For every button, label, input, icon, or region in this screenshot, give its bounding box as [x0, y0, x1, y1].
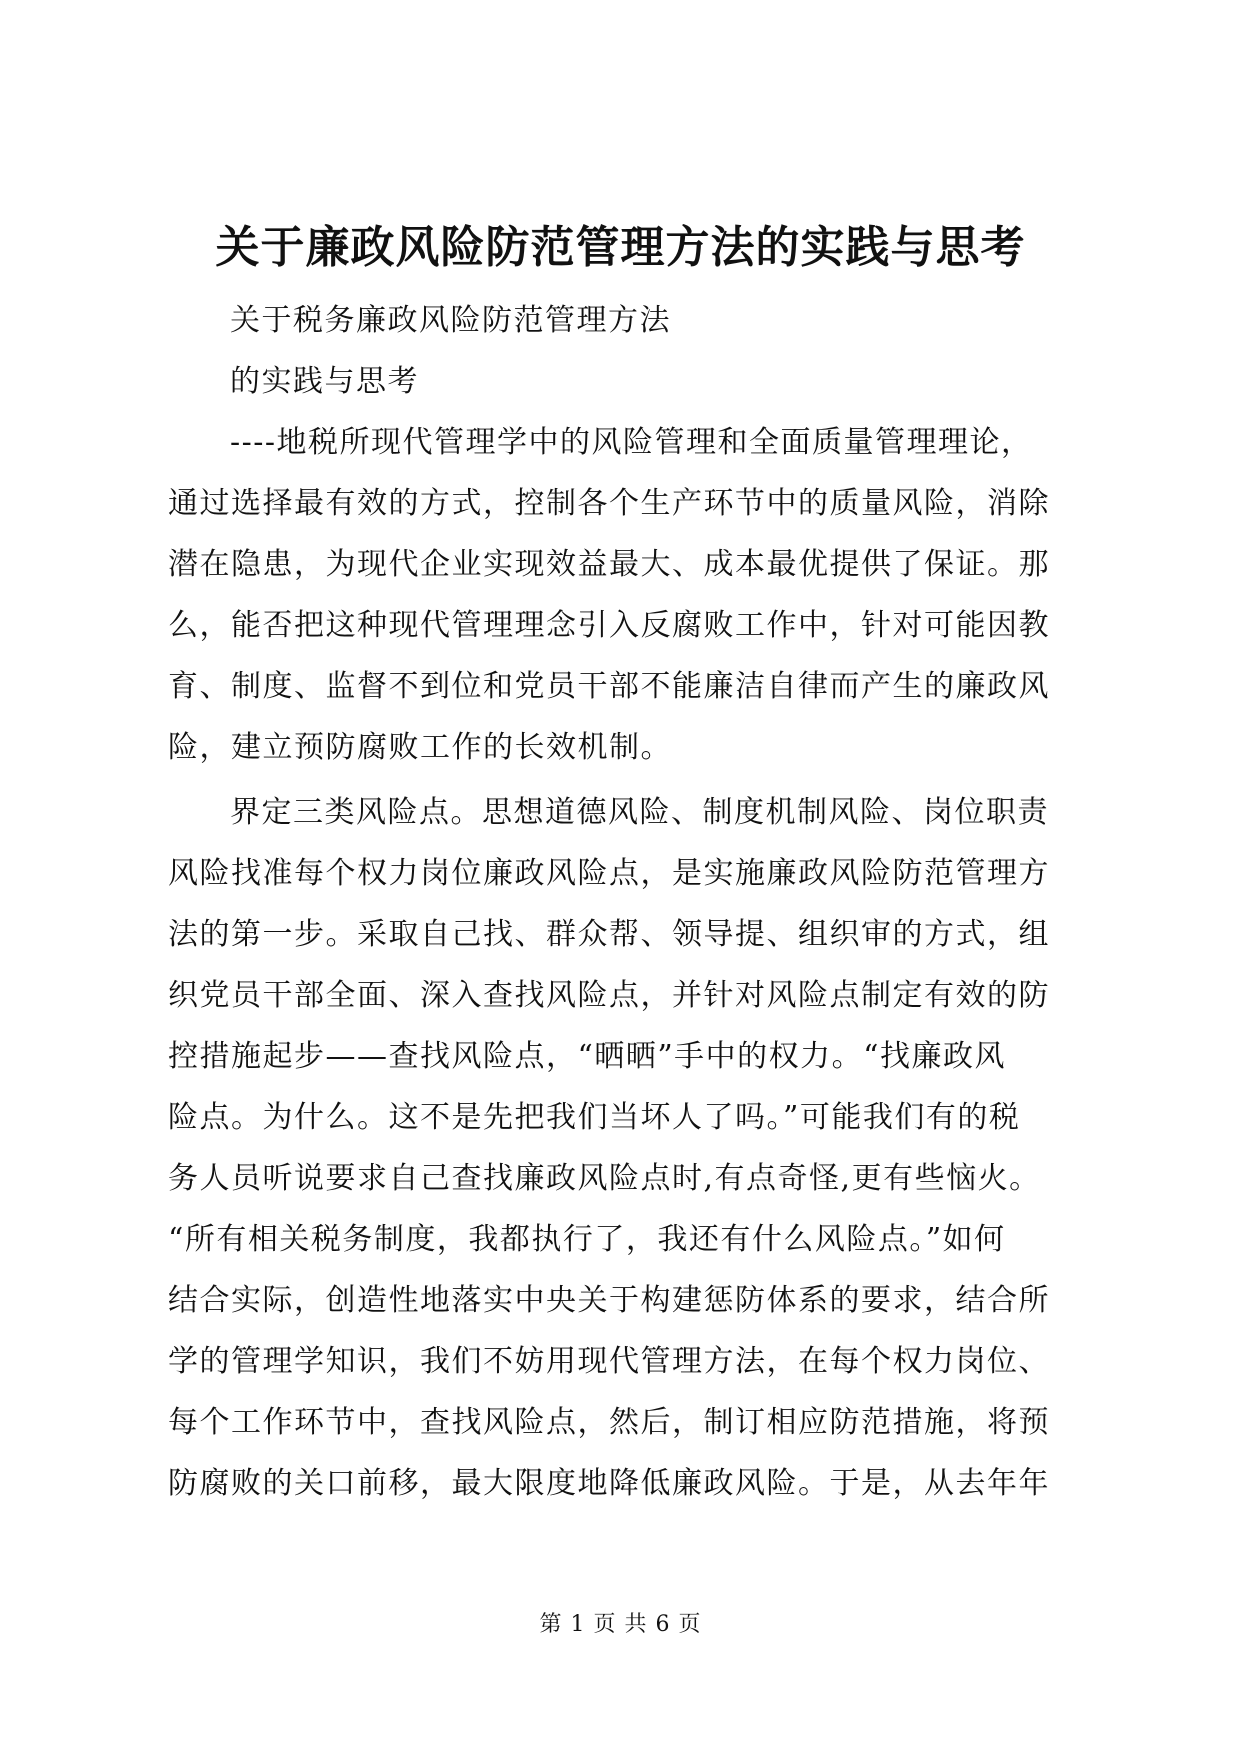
paragraph-line: 学的管理学知识，我们不妨用现代管理方法，在每个权力岗位、 [168, 1344, 1050, 1379]
paragraph-line: 么，能否把这种现代管理理念引入反腐败工作中，针对可能因教 [168, 608, 1050, 643]
paragraph-1 [168, 412, 1080, 778]
paragraph-line: 法的第一步。采取自己找、群众帮、领导提、组织审的方式，组 [168, 917, 1050, 952]
paragraph-line: “所有相关税务制度，我都执行了，我还有什么风险点。”如何 [168, 1222, 1006, 1257]
subtitle-line-2: 的实践与思考 [230, 364, 419, 399]
paragraph-line: 务人员听说要求自己查找廉政风险点时,有点奇怪,更有些恼火。 [168, 1161, 1041, 1196]
paragraph-line: 织党员干部全面、深入查找风险点，并针对风险点制定有效的防 [168, 978, 1050, 1013]
paragraph-line: 控措施起步——查找风险点，“晒晒”手中的权力。“找廉政风 [168, 1039, 1007, 1074]
paragraph-2 [168, 782, 1080, 1514]
paragraph-line: 险，建立预防腐败工作的长效机制。 [168, 730, 672, 765]
paragraph-line: 防腐败的关口前移，最大限度地降低廉政风险。于是，从去年年 [168, 1466, 1050, 1501]
paragraph-line: 险点。为什么。这不是先把我们当坏人了吗。”可能我们有的税 [168, 1100, 1021, 1135]
paragraph-line: 育、制度、监督不到位和党员干部不能廉洁自律而产生的廉政风 [168, 669, 1050, 704]
subtitle-line-1: 关于税务廉政风险防范管理方法 [230, 303, 671, 338]
paragraph-line: 结合实际，创造性地落实中央关于构建惩防体系的要求，结合所 [168, 1283, 1050, 1318]
paragraph-line: 风险找准每个权力岗位廉政风险点，是实施廉政风险防范管理方 [168, 856, 1050, 891]
page-footer: 第 1 页 共 6 页 [539, 1612, 702, 1637]
paragraph-line: 界定三类风险点。思想道德风险、制度机制风险、岗位职责 [230, 795, 1049, 830]
paragraph-line: 潜在隐患，为现代企业实现效益最大、成本最优提供了保证。那 [168, 547, 1050, 582]
document-body [168, 290, 1080, 1514]
paragraph-line: 通过选择最有效的方式，控制各个生产环节中的质量风险，消除 [168, 486, 1050, 521]
document-title: 关于廉政风险防范管理方法的实践与思考 [215, 222, 1026, 273]
paragraph-line: ----地税所现代管理学中的风险管理和全面质量管理理论， [230, 425, 1033, 460]
paragraph-line: 每个工作环节中，查找风险点，然后，制订相应防范措施，将预 [168, 1405, 1050, 1440]
